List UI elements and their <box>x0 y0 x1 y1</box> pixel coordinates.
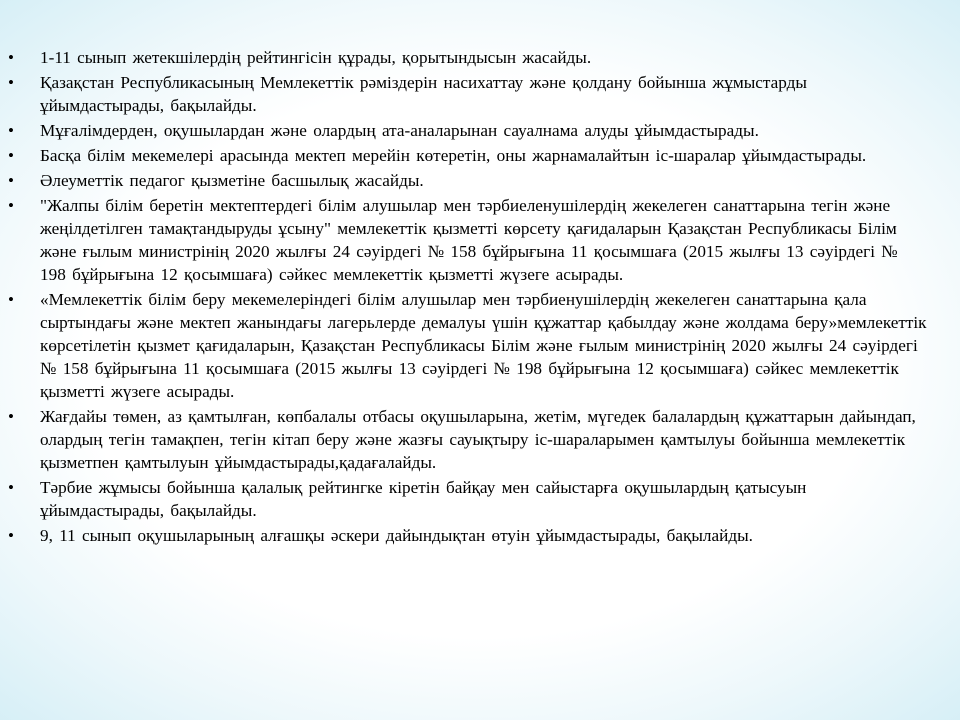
bullet-icon: • <box>8 526 14 545</box>
bullet-icon: • <box>8 290 14 309</box>
bullet-item-10 <box>8 524 928 547</box>
bullet-text: "Жалпы білім беретін мектептердегі білім алушылар мен тәрбиеленушілердің жекелеген санаттарына тегін және жеңілдетілген тамақтандыруды ұсыну" мемлекеттік қызметті көрсету қағидаларын Қазақстан Республикасы Білім және ғылым министрінің 2020 жылғы 24 сәуірдегі № 158 бұйрығына 11 қосымшаға (2015 жылғы 13 сәуірдегі № 198 бұйрығына 12 қосымшаға) сәйкес мемлекеттік қызметті жүзеге асырады. <box>40 196 898 284</box>
bullet-icon: • <box>8 407 14 426</box>
bullet-list <box>8 46 928 549</box>
bullet-text: Тәрбие жұмысы бойынша қалалық рейтингке кіретін байқау мен сайыстарға оқушылардың қатысуын ұйымдастырады, бақылайды. <box>40 478 807 520</box>
bullet-item-9 <box>8 476 928 522</box>
bullet-item-7 <box>8 288 928 403</box>
bullet-text: Қазақстан Республикасының Мемлекеттік рәміздерін насихаттау және қолдану бойынша жұмыстарды ұйымдастырады, бақылайды. <box>40 73 807 115</box>
bullet-item-2 <box>8 71 928 117</box>
bullet-text: Басқа білім мекемелері арасында мектеп мерейін көтеретін, оны жарнамалайтын іс-шаралар ұйымдастырады. <box>40 146 867 165</box>
bullet-text: Жағдайы төмен, аз қамтылған, көпбалалы отбасы оқушыларына, жетім, мүгедек балалардың құжаттарын дайындап, олардың тегін тамақпен, тегін кітап беру және жазғы сауықтыру іс-шараларымен қамтылуы бойынша мемлекеттік қызметпен қамтылуын ұйымдастырады,қадағалайды. <box>40 407 916 472</box>
bullet-text: 1-11 сынып жетекшілердің рейтингісін құрады, қорытындысын жасайды. <box>40 48 592 67</box>
bullet-icon: • <box>8 171 14 190</box>
bullet-icon: • <box>8 121 14 140</box>
bullet-item-1 <box>8 46 928 69</box>
bullet-icon: • <box>8 146 14 165</box>
bullet-text: 9, 11 сынып оқушыларының алғашқы әскери дайындықтан өтуін ұйымдастырады, бақылайды. <box>40 526 753 545</box>
bullet-item-8 <box>8 405 928 474</box>
bullet-icon: • <box>8 478 14 497</box>
bullet-text: Мұғалімдерден, оқушылардан және олардың ата-аналарынан сауалнама алуды ұйымдастырады. <box>40 121 759 140</box>
bullet-text: Әлеуметтік педагог қызметіне басшылық жасайды. <box>40 171 424 190</box>
bullet-item-3 <box>8 119 928 142</box>
bullet-item-4 <box>8 144 928 167</box>
bullet-item-5 <box>8 169 928 192</box>
bullet-icon: • <box>8 196 14 215</box>
bullet-icon: • <box>8 48 14 67</box>
bullet-text: «Мемлекеттік білім беру мекемелеріндегі білім алушылар мен тәрбиенушілердің жекелеген санаттарына қала сыртындағы және мектеп жанындағы лагерьлерде демалуы үшін құжаттар қабылдау және жолдама беру»мемлекеттік көрсетілетін қызмет қағидаларын, Қазақстан Республикасы Білім және ғылым министрінің 2020 жылғы 24 сәуірдегі № 158 бұйрығына 11 қосымшаға (2015 жылғы 13 сәуірдегі № 198 бұйрығына 12 қосымшаға) сәйкес мемлекеттік қызметті жүзеге асырады. <box>40 290 927 401</box>
bullet-icon: • <box>8 73 14 92</box>
bullet-item-6 <box>8 194 928 286</box>
